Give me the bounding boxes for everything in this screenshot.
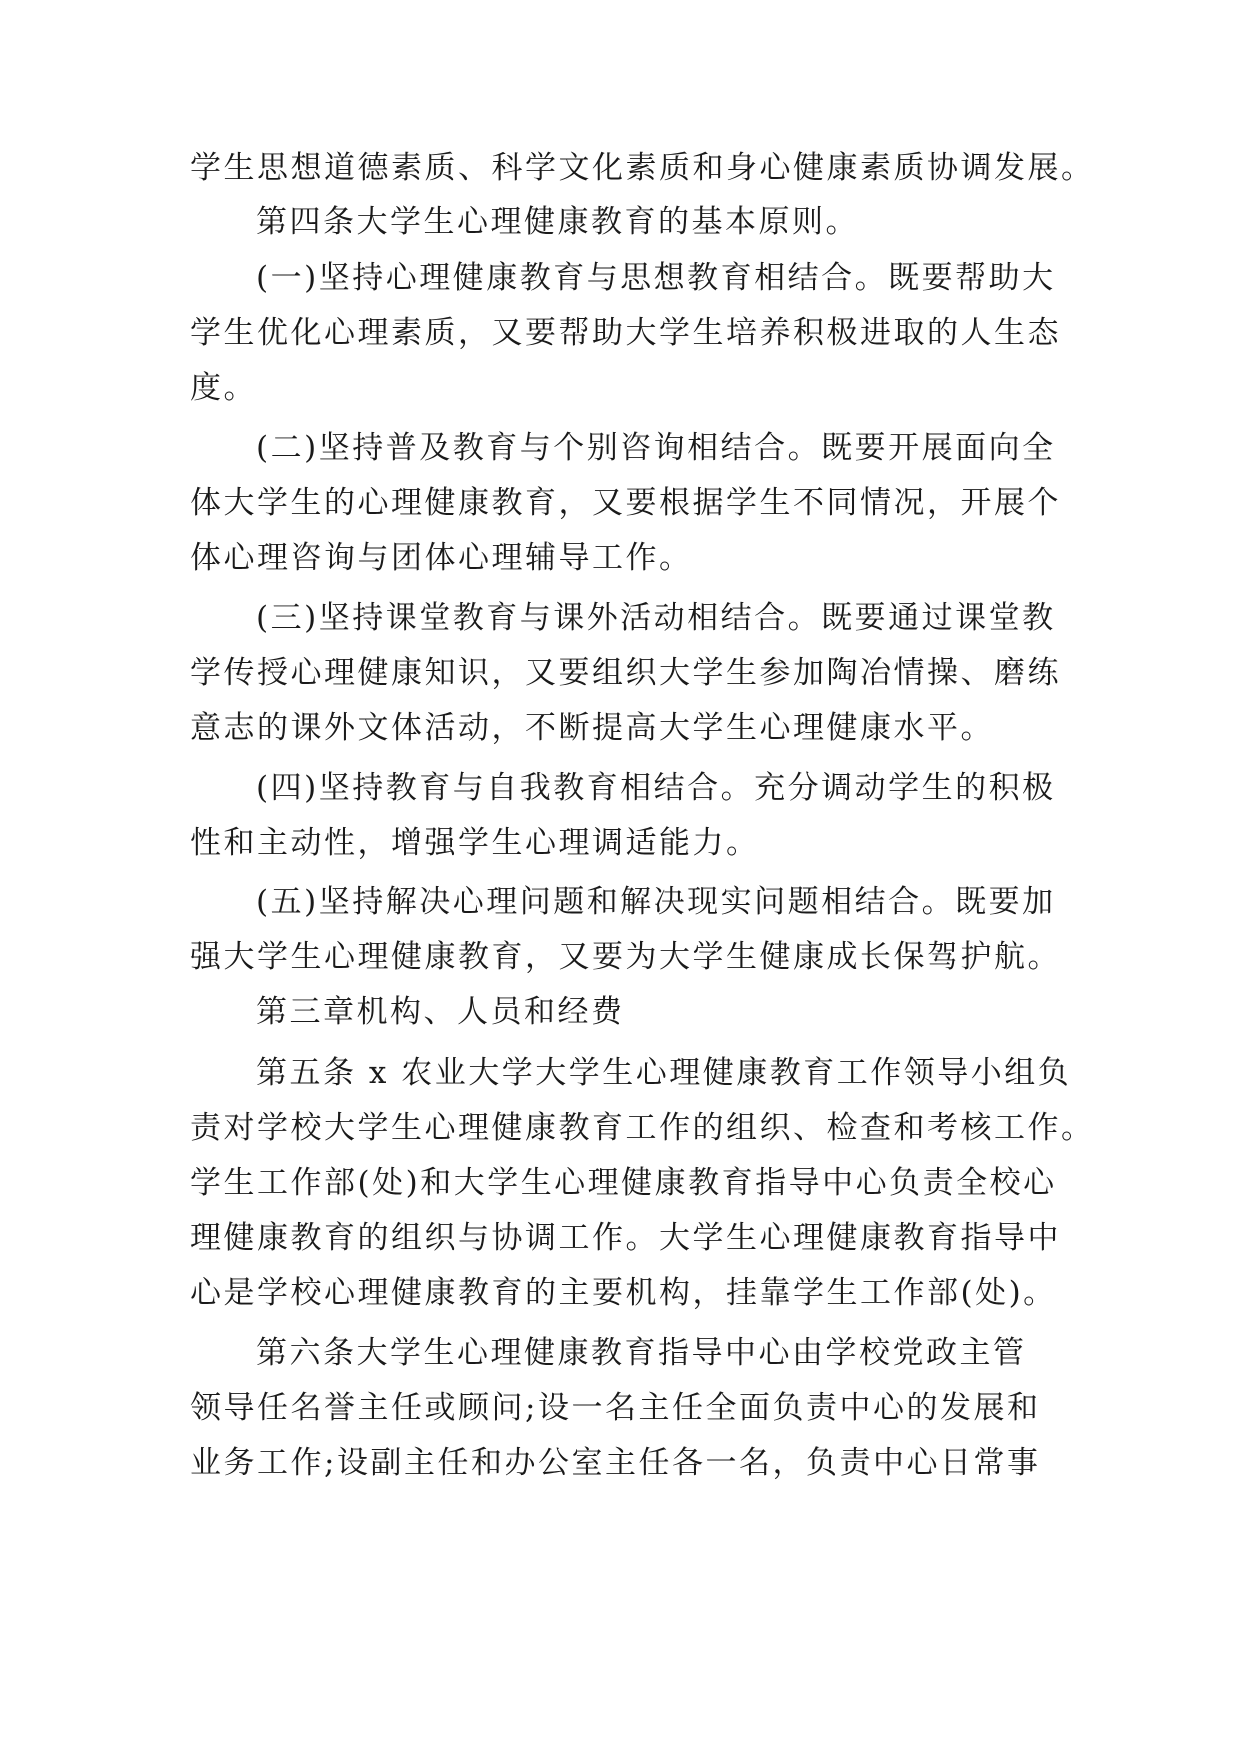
text-line: 业务工作;设副主任和办公室主任各一名，负责中心日常事 [190, 1445, 1041, 1481]
text-line: 理健康教育的组织与协调工作。大学生心理健康教育指导中 [190, 1220, 1061, 1256]
text-line: 性和主动性，增强学生心理调适能力。 [190, 825, 760, 861]
text-line: 强大学生心理健康教育，又要为大学生健康成长保驾护航。 [190, 939, 1061, 975]
text-line: 体大学生的心理健康教育，又要根据学生不同情况，开展个 [190, 485, 1061, 521]
text-line: 学生优化心理素质，又要帮助大学生培养积极进取的人生态 [190, 315, 1061, 351]
text-line: 学生思想道德素质、科学文化素质和身心健康素质协调发展。 [190, 150, 1095, 186]
text-line: (四)坚持教育与自我教育相结合。充分调动学生的积极 [256, 770, 1056, 806]
text-line: 学生工作部(处)和大学生心理健康教育指导中心负责全校心 [190, 1165, 1057, 1201]
text-line: 第五条 x 农业大学大学生心理健康教育工作领导小组负 [256, 1055, 1072, 1091]
text-line: 学传授心理健康知识，又要组织大学生参加陶冶情操、磨练 [190, 655, 1061, 691]
text-line: 第六条大学生心理健康教育指导中心由学校党政主管 [256, 1335, 1027, 1371]
text-line: 意志的课外文体活动，不断提高大学生心理健康水平。 [190, 710, 994, 746]
text-line: (一)坚持心理健康教育与思想教育相结合。既要帮助大 [256, 260, 1056, 296]
text-line: 责对学校大学生心理健康教育工作的组织、检查和考核工作。 [190, 1110, 1095, 1146]
text-line: 度。 [190, 370, 257, 406]
text-line: 领导任名誉主任或顾问;设一名主任全面负责中心的发展和 [190, 1390, 1041, 1426]
text-line: 心是学校心理健康教育的主要机构，挂靠学生工作部(处)。 [190, 1275, 1057, 1311]
text-line: (二)坚持普及教育与个别咨询相结合。既要开展面向全 [256, 430, 1056, 466]
text-line: 体心理咨询与团体心理辅导工作。 [190, 540, 693, 576]
text-line: (五)坚持解决心理问题和解决现实问题相结合。既要加 [256, 884, 1056, 920]
text-line: 第四条大学生心理健康教育的基本原则。 [256, 204, 859, 240]
text-line: (三)坚持课堂教育与课外活动相结合。既要通过课堂教 [256, 600, 1056, 636]
section-heading: 第三章机构、人员和经费 [256, 994, 625, 1030]
